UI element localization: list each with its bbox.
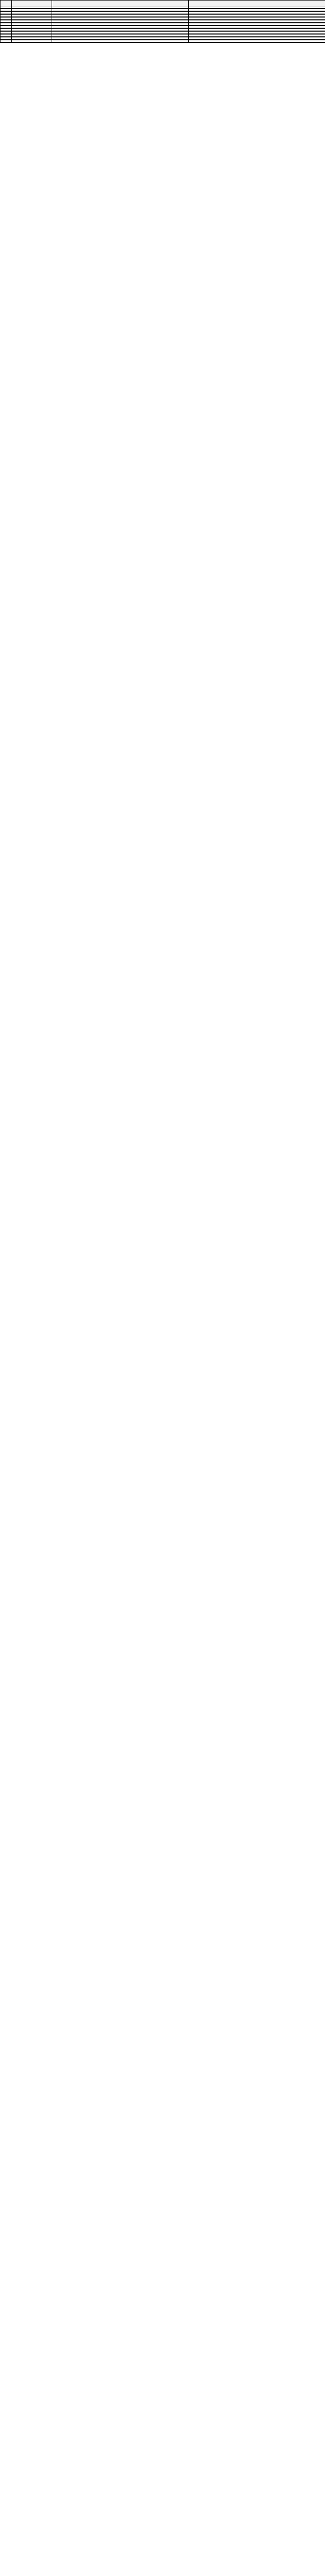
header-summary bbox=[52, 1, 189, 7]
header-name bbox=[12, 1, 52, 7]
table-body bbox=[1, 7, 325, 43]
row-name bbox=[12, 41, 52, 43]
document-table bbox=[0, 0, 325, 43]
header-note bbox=[189, 1, 325, 7]
header-number bbox=[1, 1, 12, 7]
table-header-row bbox=[1, 1, 325, 7]
row-number bbox=[1, 41, 12, 43]
document-page bbox=[0, 0, 325, 43]
row-summary bbox=[52, 41, 189, 43]
row-note bbox=[189, 41, 325, 43]
table-row bbox=[1, 41, 325, 43]
